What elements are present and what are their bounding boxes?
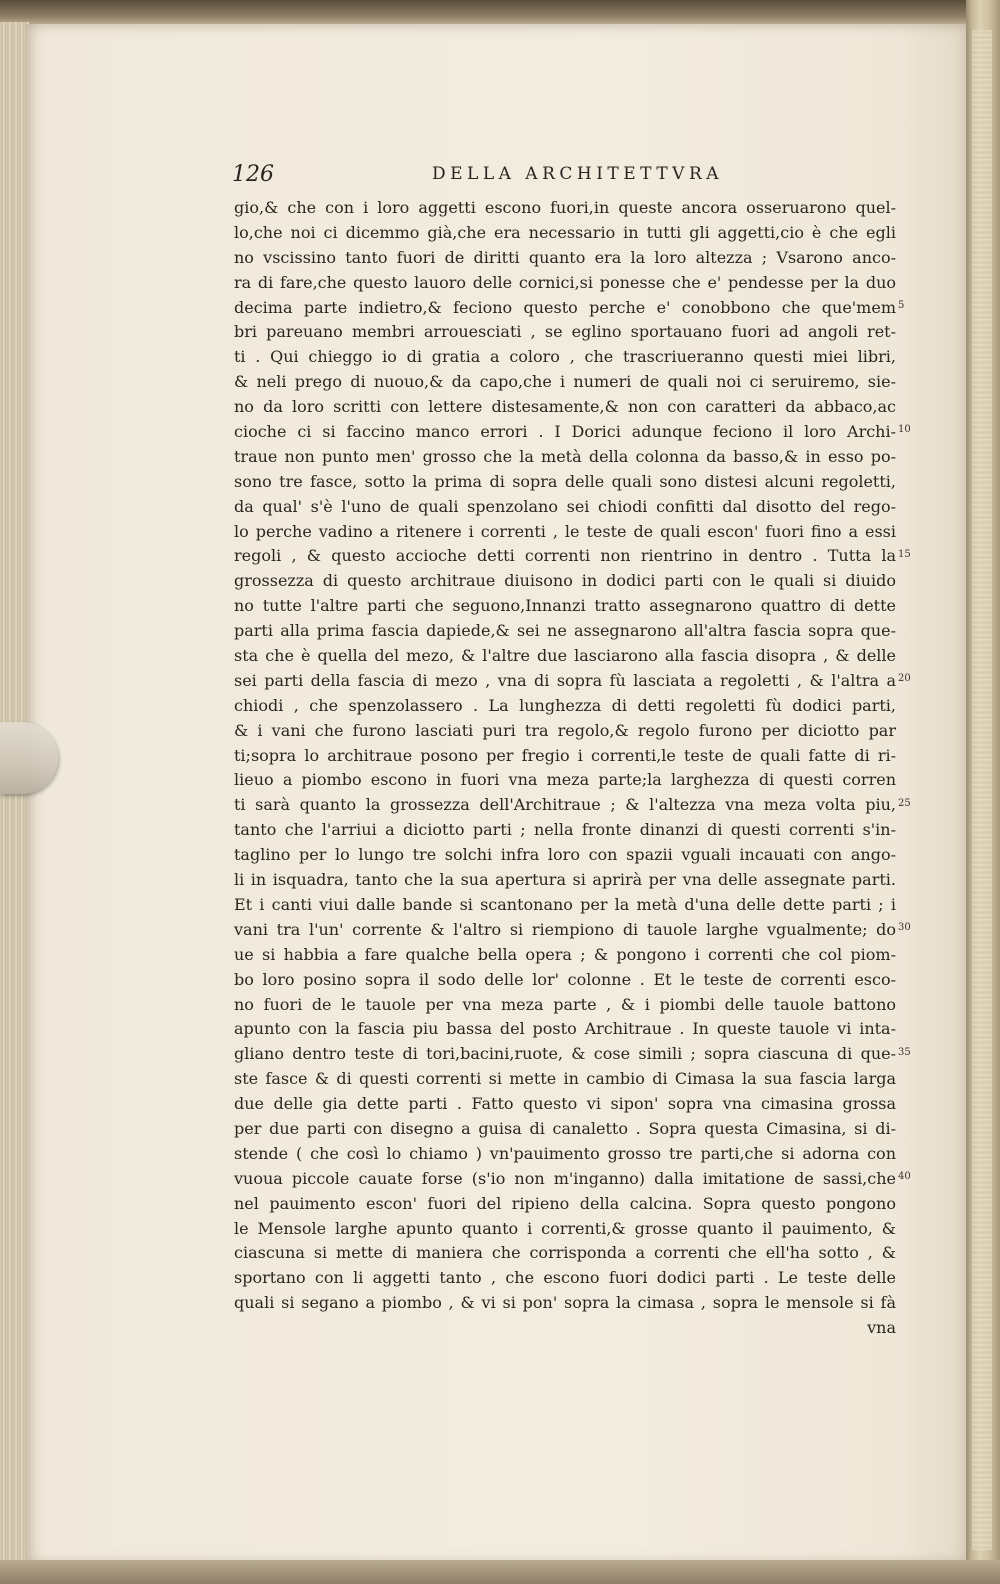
text-line: da qual' s'è l'uno de quali spenzolano sei chiodi confitti dal disotto del rego- [234,496,896,516]
text-line: traue non punto men' grosso che la metà della colonna da basso,& in esso po- [234,446,896,466]
text-line: sta che è quella del mezo, & l'altre due lasciarono alla fascia disopra , & delle [234,646,896,666]
text-line: ra di fare,che questo lauoro delle cornici,si ponesse che e' pendesse per la duo [234,272,896,292]
text-line: gio,& che con i loro aggetti escono fuori,in queste ancora osseruarono quel- [234,198,896,217]
right-page-stack [972,30,992,1550]
text-line: ue si habbia a fare qualche bella opera ; & pongono i correnti che col piom- [234,944,896,964]
margin-line-number: 5 [898,299,905,311]
text-line: quali si segano a piombo , & vi si pon' sopra la cimasa , sopra le mensole si fà [234,1293,896,1313]
text-line: & i vani che furono lasciati puri tra regolo,& regolo furono per diciotto par [234,720,896,740]
text-line: sportano con li aggetti tanto , che escono fuori dodici parti . Le teste delle [234,1268,896,1288]
margin-line-number: 10 [898,424,911,436]
text-line: lo perche vadino a ritenere i correnti , le teste de quali escon' fuori fino a essi [234,521,896,541]
margin-line-number: 15 [898,548,911,560]
margin-line-number: 30 [898,922,911,934]
text-line: regoli , & questo accioche detti correnti non rientrino in dentro . Tutta la [234,546,896,566]
text-line: & neli prego di nuouo,& da capo,che i numeri de quali noi ci seruiremo, sie- [234,372,896,392]
text-line: per due parti con disegno a guisa di canaletto . Sopra questa Cimasina, si di- [234,1118,896,1138]
text-line: ti . Qui chieggo io di gratia a coloro , che trascriueranno questi miei libri, [234,347,896,367]
text-line: taglino per lo lungo tre solchi infra loro con spazii vguali incauati con ango- [234,845,896,865]
text-line: no tutte l'altre parti che seguono,Innanzi tratto assegnarono quattro di dette [234,596,896,616]
text-line: ciascuna si mette di maniera che corrisponda a correnti che ell'ha sotto , & [234,1243,896,1263]
book-bottom-edge [0,1560,1000,1584]
text-line: no da loro scritti con lettere distesamente,& non con caratteri da abbaco,ac [234,397,896,417]
text-line: ti;sopra lo architraue posono per fregio i correnti,le teste de quali fatte di ri- [234,745,896,765]
text-line: le Mensole larghe apunto quanto i correnti,& grosse quanto il pauimento, & [234,1218,896,1238]
text-line: apunto con la fascia piu bassa del posto Architraue . In queste tauole vi inta- [234,1019,896,1039]
text-line: Et i canti viui dalle bande si scantonano per la metà d'una delle dette parti ; i [234,894,896,914]
text-line: chiodi , che spenzolassero . La lunghezza di detti regoletti fù dodici parti, [234,695,896,715]
text-line: lieuo a piombo escono in fuori vna meza parte;la larghezza di questi corren [234,770,896,790]
text-line: gliano dentro teste di tori,bacini,ruote, & cose simili ; sopra ciascuna di que- [234,1044,896,1064]
text-line: stende ( che così lo chiamo ) vn'pauimento grosso tre parti,che si adorna con [234,1143,896,1163]
page-number: 126 [232,162,274,187]
text-line: decima parte indietro,& feciono questo perche e' conobbono che que'mem [234,297,896,317]
text-line: nel pauimento escon' fuori del ripieno della calcina. Sopra questo pongono [234,1193,896,1213]
text-line: due delle gia dette parti . Fatto questo vi sipon' sopra vna cimasina grossa [234,1094,896,1114]
text-line: no vscissino tanto fuori de diritti quanto era la loro altezza ; Vsarono anco- [234,247,896,267]
text-line: sei parti della fascia di mezo , vna di sopra fù lasciata a regoletti , & l'altra a [234,670,896,690]
text-line: vuoua piccole cauate forse (s'io non m'inganno) dalla imitatione de sassi,che [234,1168,896,1188]
text-line: no fuori de le tauole per vna meza parte , & i piombi delle tauole battono [234,994,896,1014]
page-header [232,162,902,192]
text-line: grossezza di questo architraue diuisono in dodici parti con le quali si diuido [234,571,896,591]
text-line: li in isquadra, tanto che la sua apertura si aprirà per vna delle assegnate parti. [234,870,896,890]
text-line: bri pareuano membri arrouesciati , se eglino sportauano fuori ad angoli ret- [234,322,896,342]
running-head: DELLA ARCHITETTVRA [432,164,724,184]
text-line: vna [867,1318,896,1338]
text-line: ti sarà quanto la grossezza dell'Architraue ; & l'altezza vna meza volta piu, [234,795,896,815]
margin-line-number: 25 [898,797,911,809]
text-line: sono tre fasce, sotto la prima di sopra delle quali sono distesi alcuni regoletti, [234,471,896,491]
margin-line-number: 20 [898,673,911,685]
margin-line-number: 35 [898,1046,911,1058]
body-text [234,196,896,1341]
text-line: vani tra l'un' corrente & l'altro si riempiono di tauole larghe vgualmente; do [234,919,896,939]
book-top-edge [0,0,1000,24]
text-line: lo,che noi ci dicemmo già,che era necessario in tutti gli aggetti,cio è che egli [234,222,896,242]
margin-line-number: 40 [898,1171,911,1183]
text-line: parti alla prima fascia dapiede,& sei ne assegnarono all'altra fascia sopra que- [234,621,896,641]
text-line: ste fasce & di questi correnti si mette in cambio di Cimasa la sua fascia larga [234,1069,896,1089]
text-line: cioche ci si faccino manco errori . I Dorici adunque feciono il loro Archi- [234,422,896,442]
text-line: tanto che l'arriui a diciotto parti ; nella fronte dinanzi di questi correnti s'in- [234,820,896,840]
text-line: bo loro posino sopra il sodo delle lor' colonne . Et le teste de correnti esco- [234,969,896,989]
